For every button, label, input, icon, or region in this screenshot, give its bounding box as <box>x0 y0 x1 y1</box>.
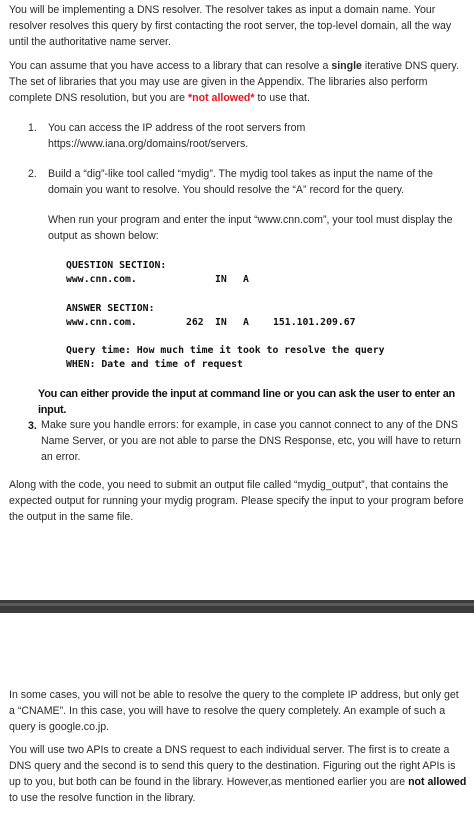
document-page-2 <box>0 613 474 819</box>
submission-paragraph: Along with the code, you need to submit an output file called “mydig_output”, that contains the expected output for running your mydig program. Please specify the input to your program before the output in the same file. <box>9 479 464 523</box>
list-item-mydig: Build a “dig”-like tool called “mydig”. The mydig tool takes as input the name of the domain you want to resolve. You should resolve the “A” record for the query. <box>48 168 433 196</box>
page-divider-line <box>0 603 474 606</box>
cname-paragraph: In some cases, you will not be able to resolve the query to the complete IP address, but only get a “CNAME”. In this case, you will have to resolve the query completely. An example of such a query is google.co.jp. <box>9 689 459 733</box>
list-number-3: 3. <box>28 420 37 432</box>
query-time-line: Query time: How much time it took to resolve the query <box>66 345 385 356</box>
answer-ip: 151.101.209.67 <box>273 317 356 328</box>
not-allowed-bold: not allowed <box>408 776 467 788</box>
answer-class: IN <box>215 317 227 328</box>
answer-type: A <box>243 317 249 328</box>
answer-name: www.cnn.com. <box>66 317 137 328</box>
output-instructions: When run your program and enter the input “www.cnn.com”, your tool must display the output as shown below: <box>48 214 453 242</box>
question-section-header: QUESTION SECTION: <box>66 260 167 271</box>
intro-paragraph: You will be implementing a DNS resolver. The resolver takes as input a domain name. Your resolver resolves this query by first contacting the root server, the top-level domain, all the way until the authoritative name server. <box>9 4 452 48</box>
input-note: You can either provide the input at command line or you can ask the user to enter an input. <box>38 388 455 416</box>
library-text-a: You can assume that you have access to a library that can resolve a <box>9 60 332 72</box>
single-emphasis: single <box>331 60 362 72</box>
answer-ttl: 262 <box>186 317 204 328</box>
list-item-error-handling: Make sure you handle errors: for example, in case you cannot connect to any of the DNS Name Server, or you are not able to parse the DNS Response, etc, you will have to return an error. <box>41 419 461 463</box>
list-item-root-servers: You can access the IP address of the root servers from https://www.iana.org/domains/root/servers. <box>48 122 306 150</box>
not-allowed-emphasis: *not allowed* <box>188 92 255 104</box>
api-text-a: You will use two APIs to create a DNS request to each individual server. The first is to create a DNS query and the second is to send this query to the destination. Figuring out the right APIs is up to you, but both can be found in the library. However,as mentioned earlier you are <box>9 744 456 788</box>
library-text-c: to use that. <box>254 92 310 104</box>
library-paragraph <box>9 58 467 106</box>
list-number-1: 1. <box>28 122 37 134</box>
question-class: IN <box>215 274 227 285</box>
api-text-b: to use the resolve function in the library. <box>9 792 196 804</box>
answer-section-header: ANSWER SECTION: <box>66 303 155 314</box>
list-number-2: 2. <box>28 168 37 180</box>
page-divider <box>0 600 474 613</box>
question-type: A <box>243 274 249 285</box>
api-paragraph <box>9 742 467 806</box>
question-name: www.cnn.com. <box>66 274 137 285</box>
when-line: WHEN: Date and time of request <box>66 359 243 370</box>
library-text-b: iterative DNS query. The set of libraries that you may use are given in the Appendix. The libraries also perform complete DNS resolution, but you are <box>9 60 459 104</box>
